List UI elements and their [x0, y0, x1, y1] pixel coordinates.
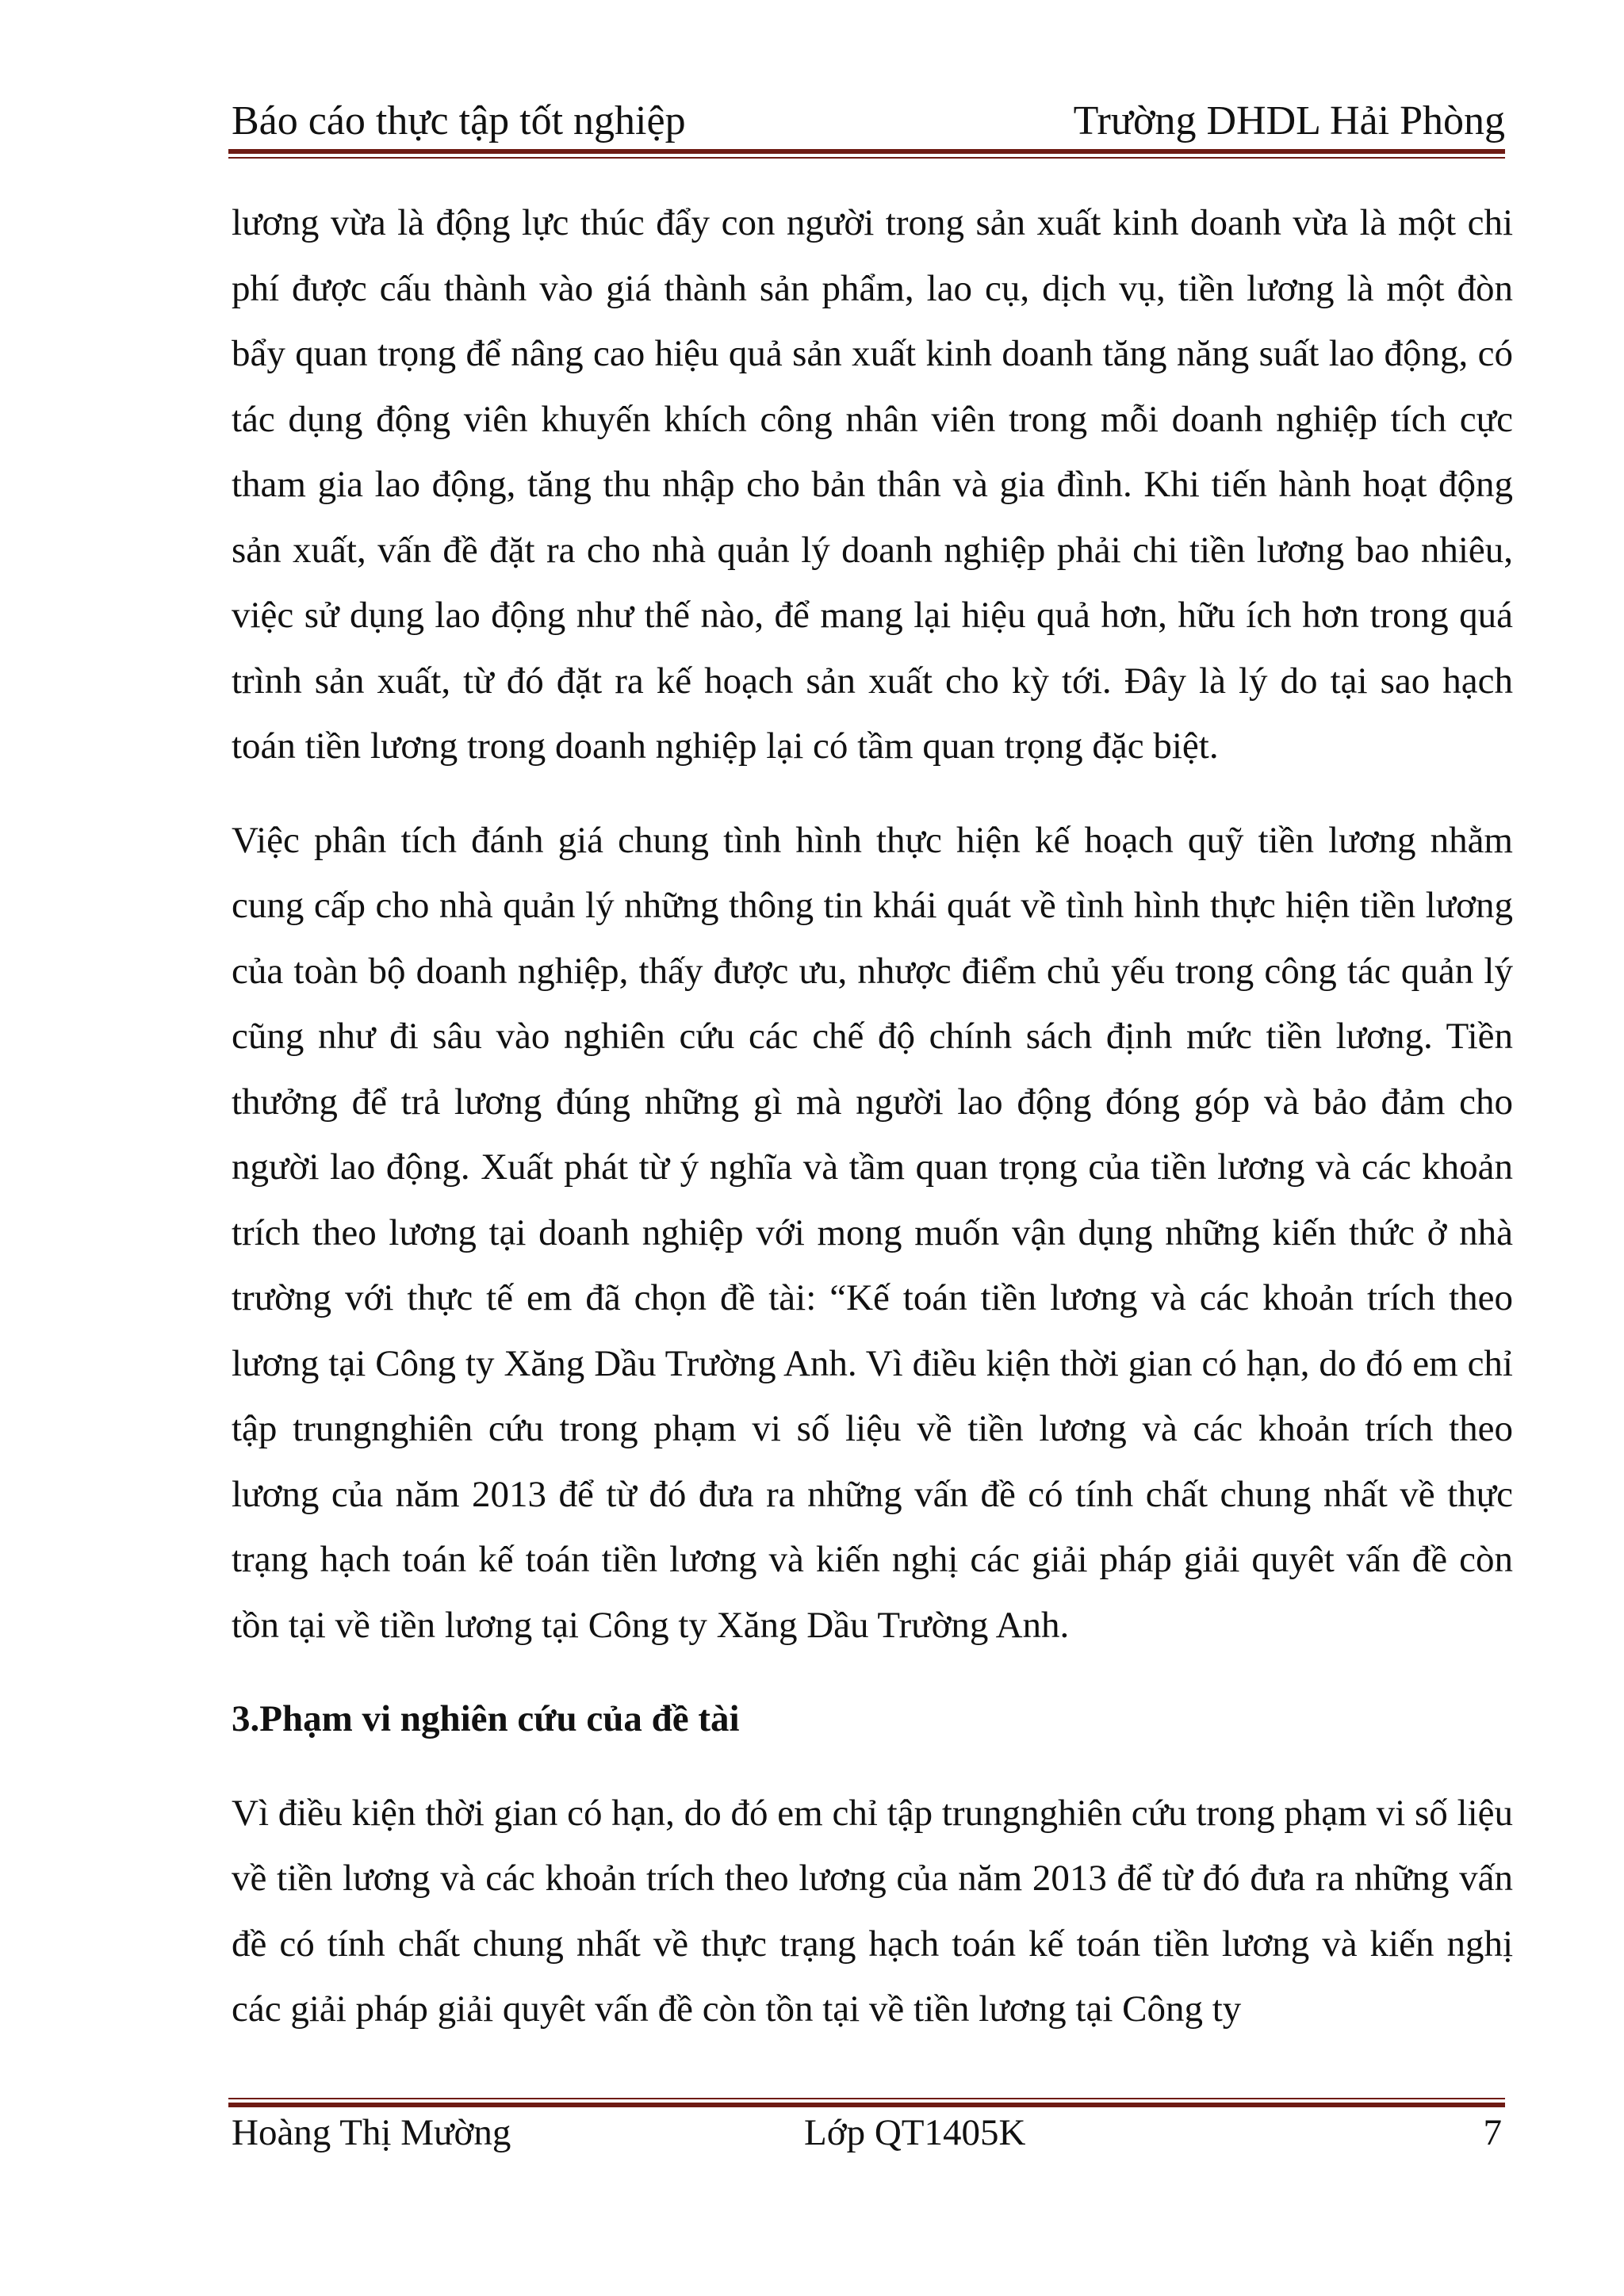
page-footer — [232, 2107, 1505, 2158]
footer-page-number: 7 — [1483, 2112, 1502, 2153]
document-body — [232, 190, 1513, 2071]
header-school-name: Trường DHDL Hải Phòng — [1073, 98, 1505, 144]
body-paragraph-1: lương vừa là động lực thúc đẩy con người trong sản xuất kinh doanh vừa là một chi phí được cấu thành vào giá thành sản phẩm, lao cụ, dịch vụ, tiền lương là một đòn bẩy quan trọng để nâng cao hiệu quả sản xuất kinh doanh tăng năng suất lao động, có tác dụng động viên khuyến khích công nhân viên trong mỗi doanh nghiệp tích cực tham gia lao động, tăng thu nhập cho bản thân và gia đình. Khi tiến hành hoạt động sản xuất, vấn đề đặt ra cho nhà quản lý doanh nghiệp phải chi tiền lương bao nhiêu, việc sử dụng lao động như thế nào, để mang lại hiệu quả hơn, hữu ích hơn trong quá trình sản xuất, từ đó đặt ra kế hoạch sản xuất cho kỳ tới. Đây là lý do tại sao hạch toán tiền lương trong doanh nghiệp lại có tầm quan trọng đặc biệt. — [232, 202, 1513, 767]
body-paragraph-2: Việc phân tích đánh giá chung tình hình thực hiện kế hoạch quỹ tiền lương nhằm cung cấp cho nhà quản lý những thông tin khái quát về tình hình thực hiện tiền lương của toàn bộ doanh nghiệp, thấy được ưu, nhược điểm chủ yếu trong công tác quản lý cũng như đi sâu vào nghiên cứu các chế độ chính sách định mức tiền lương. Tiền thưởng để trả lương đúng những gì mà người lao động đóng góp và bảo đảm cho người lao động. Xuất phát từ ý nghĩa và tầm quan trọng của tiền lương và các khoản trích theo lương tại doanh nghiệp với mong muốn vận dụng những kiến thức ở nhà trường với thực tế em đã chọn đề tài: “Kế toán tiền lương và các khoản trích theo lương tại Công ty Xăng Dầu Trường Anh. Vì điều kiện thời gian có hạn, do đó em chỉ tập trungnghiên cứu trong phạm vi số liệu về tiền lương và các khoản trích theo lương của năm 2013 để từ đó đưa ra những vấn đề có tính chất chung nhất về thực trạng hạch toán kế toán tiền lương và kiến nghị các giải pháp giải quyêt vấn đề còn tồn tại về tiền lương tại Công ty Xăng Dầu Trường Anh. — [232, 819, 1513, 1646]
footer-author: Hoàng Thị Mường — [232, 2112, 511, 2153]
header-rule-thin — [228, 157, 1505, 159]
footer-rule-thin — [228, 2098, 1505, 2099]
section-heading: 3.Phạm vi nghiên cứu của đề tài — [232, 1698, 740, 1739]
page-header — [232, 94, 1505, 149]
footer-class: Lớp QT1405K — [804, 2112, 1026, 2153]
body-paragraph-3: Vì điều kiện thời gian có hạn, do đó em chỉ tập trungnghiên cứu trong phạm vi số liệu về tiền lương và các khoản trích theo lương của năm 2013 để từ đó đưa ra những vấn đề có tính chất chung nhất về thực trạng hạch toán kế toán tiền lương và kiến nghị các giải pháp giải quyêt vấn đề còn tồn tại về tiền lương tại Công ty — [232, 1792, 1513, 2030]
header-rule-thick — [228, 149, 1505, 154]
header-report-title: Báo cáo thực tập tốt nghiệp — [232, 98, 686, 144]
